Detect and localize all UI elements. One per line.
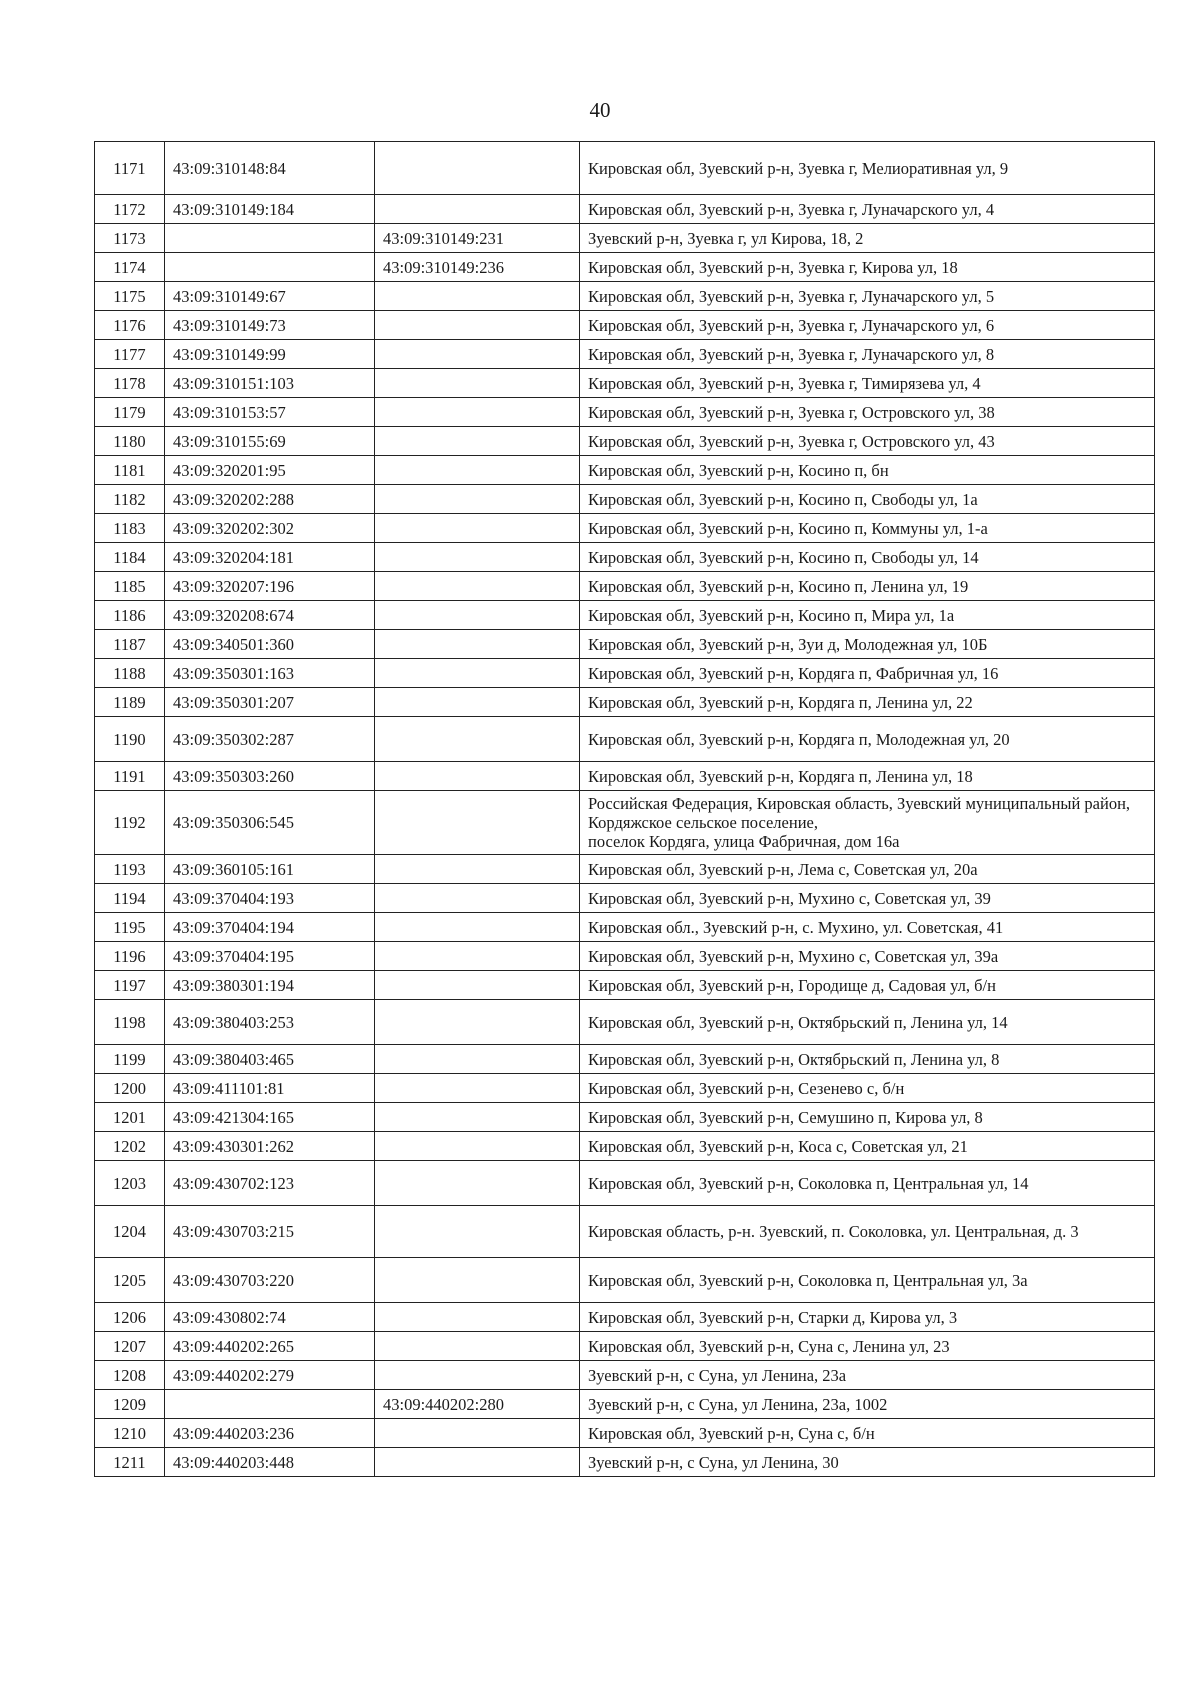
row-number: 1183: [95, 514, 165, 543]
row-number: 1189: [95, 688, 165, 717]
address-text: Кировская обл, Зуевский р-н, Зуи д, Молодежная ул, 10Б: [588, 634, 988, 654]
row-number: 1195: [95, 913, 165, 942]
address: [580, 659, 1155, 688]
cadastral-number-secondary: [375, 1419, 580, 1448]
address-text: Кировская обл, Зуевский р-н, Октябрьский п, Ленина ул, 14: [588, 1012, 1008, 1032]
row-number: 1203: [95, 1161, 165, 1206]
address: [580, 456, 1155, 485]
address: [580, 1000, 1155, 1045]
row-number: 1207: [95, 1332, 165, 1361]
cadastral-number-secondary: [375, 398, 580, 427]
cadastral-number: 43:09:411101:81: [165, 1074, 375, 1103]
cadastral-number-secondary: 43:09:440202:280: [375, 1390, 580, 1419]
cadastral-number: 43:09:350301:207: [165, 688, 375, 717]
row-number: 1178: [95, 369, 165, 398]
address-text: Кировская обл, Зуевский р-н, Косино п, бн: [588, 460, 889, 480]
address: [580, 311, 1155, 340]
row-number: 1194: [95, 884, 165, 913]
cadastral-number-secondary: [375, 1161, 580, 1206]
address: [580, 855, 1155, 884]
address: [580, 1161, 1155, 1206]
row-number: 1192: [95, 791, 165, 855]
cadastral-number: 43:09:310149:67: [165, 282, 375, 311]
address: [580, 1074, 1155, 1103]
address: [580, 427, 1155, 456]
address-text: Кировская обл., Зуевский р-н, с. Мухино, ул. Советская, 41: [588, 917, 1004, 937]
table-row: [95, 543, 1155, 572]
row-number: 1198: [95, 1000, 165, 1045]
table-row: [95, 942, 1155, 971]
address: [580, 1258, 1155, 1303]
address-text: Кировская обл, Зуевский р-н, Косино п, Коммуны ул, 1-а: [588, 518, 988, 538]
cadastral-number-secondary: [375, 1332, 580, 1361]
cadastral-number-secondary: [375, 485, 580, 514]
cadastral-number-secondary: [375, 855, 580, 884]
row-number: 1190: [95, 717, 165, 762]
row-number: 1211: [95, 1448, 165, 1477]
table-row: [95, 1390, 1155, 1419]
cadastral-number: [165, 224, 375, 253]
cadastral-number: 43:09:360105:161: [165, 855, 375, 884]
cadastral-number: [165, 1390, 375, 1419]
cadastral-number: 43:09:421304:165: [165, 1103, 375, 1132]
table-row: [95, 253, 1155, 282]
cadastral-number: 43:09:370404:194: [165, 913, 375, 942]
cadastral-number-secondary: [375, 1132, 580, 1161]
cadastral-number-secondary: [375, 142, 580, 195]
cadastral-number-secondary: [375, 884, 580, 913]
address: [580, 688, 1155, 717]
cadastral-number-secondary: [375, 630, 580, 659]
row-number: 1175: [95, 282, 165, 311]
cadastral-number: 43:09:430802:74: [165, 1303, 375, 1332]
row-number: 1180: [95, 427, 165, 456]
cadastral-number-secondary: 43:09:310149:236: [375, 253, 580, 282]
cadastral-number: 43:09:350306:545: [165, 791, 375, 855]
address-text: Кировская обл, Зуевский р-н, Сезенево с, б/н: [588, 1078, 905, 1098]
cadastral-number-secondary: 43:09:310149:231: [375, 224, 580, 253]
row-number: 1187: [95, 630, 165, 659]
address: [580, 514, 1155, 543]
cadastral-number: 43:09:320204:181: [165, 543, 375, 572]
address-text: Кировская обл, Зуевский р-н, Зуевка г, Кирова ул, 18: [588, 257, 958, 277]
address: [580, 971, 1155, 1000]
row-number: 1210: [95, 1419, 165, 1448]
row-number: 1202: [95, 1132, 165, 1161]
cadastral-number: [165, 253, 375, 282]
row-number: 1176: [95, 311, 165, 340]
cadastral-number-secondary: [375, 688, 580, 717]
row-number: 1204: [95, 1206, 165, 1258]
table-row: [95, 1103, 1155, 1132]
address-text: Кировская обл, Зуевский р-н, Суна с, б/н: [588, 1423, 875, 1443]
address-text: Кировская обл, Зуевский р-н, Зуевка г, Островского ул, 38: [588, 402, 995, 422]
cadastral-number-secondary: [375, 1258, 580, 1303]
address-text: Кировская обл, Зуевский р-н, Косино п, Ленина ул, 19: [588, 576, 969, 596]
row-number: 1206: [95, 1303, 165, 1332]
row-number: 1200: [95, 1074, 165, 1103]
address: [580, 884, 1155, 913]
address: [580, 913, 1155, 942]
table-row: [95, 195, 1155, 224]
table-row: [95, 282, 1155, 311]
address-text: Кировская обл, Зуевский р-н, Коса с, Советская ул, 21: [588, 1136, 968, 1156]
row-number: 1174: [95, 253, 165, 282]
address-text: Зуевский р-н, Зуевка г, ул Кирова, 18, 2: [588, 228, 864, 248]
cadastral-number: 43:09:430703:220: [165, 1258, 375, 1303]
address-text: Кировская область, р-н. Зуевский, п. Соколовка, ул. Центральная, д. 3: [588, 1222, 1079, 1241]
address-text: Кировская обл, Зуевский р-н, Соколовка п, Центральная ул, 3а: [588, 1270, 1028, 1290]
cadastral-number-secondary: [375, 543, 580, 572]
table-row: [95, 601, 1155, 630]
cadastral-number: 43:09:310149:99: [165, 340, 375, 369]
address: [580, 1390, 1155, 1419]
table-row: [95, 971, 1155, 1000]
table-row: [95, 1258, 1155, 1303]
cadastral-number: 43:09:320201:95: [165, 456, 375, 485]
cadastral-number: 43:09:310153:57: [165, 398, 375, 427]
row-number: 1172: [95, 195, 165, 224]
address: [580, 1419, 1155, 1448]
cadastral-number: 43:09:310148:84: [165, 142, 375, 195]
table-row: [95, 884, 1155, 913]
table-row: [95, 717, 1155, 762]
address-text-line2: поселок Кордяга, улица Фабричная, дом 16а: [588, 832, 900, 851]
address: [580, 543, 1155, 572]
table-row: [95, 340, 1155, 369]
address: [580, 485, 1155, 514]
address-text: Российская Федерация, Кировская область, Зуевский муниципальный район, Кордяжское сельское поселение,: [588, 794, 1131, 832]
cadastral-number-secondary: [375, 791, 580, 855]
cadastral-number-secondary: [375, 762, 580, 791]
table-row: [95, 1132, 1155, 1161]
table-row: [95, 398, 1155, 427]
address: [580, 601, 1155, 630]
address-text: Кировская обл, Зуевский р-н, Городище д, Садовая ул, б/н: [588, 975, 996, 995]
table-row: [95, 514, 1155, 543]
address: [580, 1206, 1155, 1258]
cadastral-number-secondary: [375, 1074, 580, 1103]
cadastral-number-secondary: [375, 282, 580, 311]
address: [580, 1045, 1155, 1074]
table-row: [95, 456, 1155, 485]
address-text: Зуевский р-н, с Суна, ул Ленина, 30: [588, 1452, 839, 1472]
cadastral-number-secondary: [375, 427, 580, 456]
table-row: [95, 630, 1155, 659]
address-text: Кировская обл, Зуевский р-н, Октябрьский п, Ленина ул, 8: [588, 1049, 1000, 1069]
table-row: [95, 1332, 1155, 1361]
cadastral-number: 43:09:310155:69: [165, 427, 375, 456]
cadastral-number-secondary: [375, 659, 580, 688]
cadastral-number: 43:09:320202:302: [165, 514, 375, 543]
address: [580, 224, 1155, 253]
address: [580, 1361, 1155, 1390]
table-row: [95, 142, 1155, 195]
table-row: [95, 1161, 1155, 1206]
cadastral-number-secondary: [375, 1103, 580, 1132]
address-text: Кировская обл, Зуевский р-н, Мухино с, Советская ул, 39а: [588, 946, 999, 966]
address-text: Зуевский р-н, с Суна, ул Ленина, 23а: [588, 1365, 847, 1385]
cadastral-number: 43:09:440202:265: [165, 1332, 375, 1361]
cadastral-number: 43:09:310151:103: [165, 369, 375, 398]
cadastral-number: 43:09:320202:288: [165, 485, 375, 514]
address: [580, 282, 1155, 311]
address-text: Кировская обл, Зуевский р-н, Зуевка г, Луначарского ул, 5: [588, 286, 995, 306]
row-number: 1181: [95, 456, 165, 485]
cadastral-number: 43:09:320207:196: [165, 572, 375, 601]
registry-body: [95, 142, 1155, 1477]
address-text: Кировская обл, Зуевский р-н, Зуевка г, Мелиоративная ул, 9: [588, 158, 1009, 178]
cadastral-number: 43:09:350303:260: [165, 762, 375, 791]
address: [580, 340, 1155, 369]
address-text: Кировская обл, Зуевский р-н, Зуевка г, Луначарского ул, 6: [588, 315, 995, 335]
address: [580, 1448, 1155, 1477]
address-text: Кировская обл, Зуевский р-н, Кордяга п, Ленина ул, 18: [588, 766, 973, 786]
cadastral-number: 43:09:350301:163: [165, 659, 375, 688]
cadastral-number-secondary: [375, 942, 580, 971]
table-row: [95, 1045, 1155, 1074]
cadastral-number: 43:09:440202:279: [165, 1361, 375, 1390]
cadastral-number-secondary: [375, 913, 580, 942]
table-row: [95, 311, 1155, 340]
address: [580, 1103, 1155, 1132]
cadastral-number-secondary: [375, 340, 580, 369]
table-row: [95, 1448, 1155, 1477]
address-text: Кировская обл, Зуевский р-н, Кордяга п, Фабричная ул, 16: [588, 663, 999, 683]
cadastral-number-secondary: [375, 1361, 580, 1390]
table-row: [95, 762, 1155, 791]
cadastral-number-secondary: [375, 1448, 580, 1477]
row-number: 1197: [95, 971, 165, 1000]
cadastral-number-secondary: [375, 717, 580, 762]
cadastral-number: 43:09:310149:184: [165, 195, 375, 224]
page-number: 40: [589, 98, 611, 122]
cadastral-number-secondary: [375, 1206, 580, 1258]
table-row: [95, 369, 1155, 398]
address-text: Кировская обл, Зуевский р-н, Соколовка п, Центральная ул, 14: [588, 1173, 1029, 1193]
cadastral-number-secondary: [375, 456, 580, 485]
table-row: [95, 224, 1155, 253]
table-row: [95, 572, 1155, 601]
table-row: [95, 855, 1155, 884]
cadastral-number-secondary: [375, 369, 580, 398]
row-number: 1177: [95, 340, 165, 369]
table-row: [95, 1361, 1155, 1390]
address-text: Кировская обл, Зуевский р-н, Кордяга п, Ленина ул, 22: [588, 692, 973, 712]
row-number: 1199: [95, 1045, 165, 1074]
address-text: Кировская обл, Зуевский р-н, Зуевка г, Тимирязева ул, 4: [588, 373, 981, 393]
table-row: [95, 427, 1155, 456]
row-number: 1185: [95, 572, 165, 601]
address: [580, 195, 1155, 224]
cadastral-number-secondary: [375, 971, 580, 1000]
row-number: 1173: [95, 224, 165, 253]
cadastral-number: 43:09:310149:73: [165, 311, 375, 340]
row-number: 1208: [95, 1361, 165, 1390]
row-number: 1196: [95, 942, 165, 971]
address-text: Кировская обл, Зуевский р-н, Семушино п, Кирова ул, 8: [588, 1107, 983, 1127]
row-number: 1209: [95, 1390, 165, 1419]
cadastral-number-secondary: [375, 1303, 580, 1332]
address: [580, 762, 1155, 791]
row-number: 1205: [95, 1258, 165, 1303]
address-text: Кировская обл, Зуевский р-н, Косино п, Мира ул, 1а: [588, 605, 955, 625]
cadastral-number: 43:09:370404:195: [165, 942, 375, 971]
cadastral-number-secondary: [375, 514, 580, 543]
cadastral-number: 43:09:340501:360: [165, 630, 375, 659]
address: [580, 1132, 1155, 1161]
address-text: Зуевский р-н, с Суна, ул Ленина, 23а, 1002: [588, 1394, 888, 1414]
address-text: Кировская обл, Зуевский р-н, Лема с, Советская ул, 20а: [588, 859, 978, 879]
address: [580, 942, 1155, 971]
row-number: 1201: [95, 1103, 165, 1132]
address: [580, 572, 1155, 601]
table-row: [95, 791, 1155, 855]
table-row: [95, 659, 1155, 688]
row-number: 1184: [95, 543, 165, 572]
table-row: [95, 1074, 1155, 1103]
table-row: [95, 1419, 1155, 1448]
address-text: Кировская обл, Зуевский р-н, Зуевка г, Островского ул, 43: [588, 431, 995, 451]
cadastral-number-secondary: [375, 311, 580, 340]
table-row: [95, 913, 1155, 942]
cadastral-number-secondary: [375, 1000, 580, 1045]
table-row: [95, 1206, 1155, 1258]
address: [580, 253, 1155, 282]
cadastral-number-secondary: [375, 195, 580, 224]
address: [580, 398, 1155, 427]
cadastral-number: 43:09:350302:287: [165, 717, 375, 762]
row-number: 1193: [95, 855, 165, 884]
address: [580, 369, 1155, 398]
cadastral-number: 43:09:430301:262: [165, 1132, 375, 1161]
row-number: 1179: [95, 398, 165, 427]
row-number: 1186: [95, 601, 165, 630]
address: [580, 1303, 1155, 1332]
cadastral-number: 43:09:320208:674: [165, 601, 375, 630]
table-row: [95, 1000, 1155, 1045]
address: [580, 791, 1155, 855]
address: [580, 630, 1155, 659]
cadastral-number: 43:09:380301:194: [165, 971, 375, 1000]
cadastral-number: 43:09:380403:465: [165, 1045, 375, 1074]
cadastral-number: 43:09:370404:193: [165, 884, 375, 913]
address-text: Кировская обл, Зуевский р-н, Мухино с, Советская ул, 39: [588, 888, 991, 908]
cadastral-number: 43:09:440203:448: [165, 1448, 375, 1477]
cadastral-number: 43:09:430702:123: [165, 1161, 375, 1206]
registry-table: [94, 141, 1155, 1477]
address: [580, 717, 1155, 762]
address-text: Кировская обл, Зуевский р-н, Зуевка г, Луначарского ул, 4: [588, 199, 995, 219]
address: [580, 1332, 1155, 1361]
address: [580, 142, 1155, 195]
cadastral-number: 43:09:380403:253: [165, 1000, 375, 1045]
address-text: Кировская обл, Зуевский р-н, Косино п, Свободы ул, 14: [588, 547, 979, 567]
address-text: Кировская обл, Зуевский р-н, Суна с, Ленина ул, 23: [588, 1336, 950, 1356]
table-row: [95, 1303, 1155, 1332]
cadastral-number: 43:09:430703:215: [165, 1206, 375, 1258]
address-text: Кировская обл, Зуевский р-н, Косино п, Свободы ул, 1а: [588, 489, 978, 509]
table-row: [95, 688, 1155, 717]
address-text: Кировская обл, Зуевский р-н, Кордяга п, Молодежная ул, 20: [588, 729, 1010, 749]
cadastral-number-secondary: [375, 572, 580, 601]
cadastral-number-secondary: [375, 601, 580, 630]
row-number: 1171: [95, 142, 165, 195]
address-text: Кировская обл, Зуевский р-н, Старки д, Кирова ул, 3: [588, 1307, 958, 1327]
cadastral-number-secondary: [375, 1045, 580, 1074]
cadastral-number: 43:09:440203:236: [165, 1419, 375, 1448]
row-number: 1188: [95, 659, 165, 688]
table-row: [95, 485, 1155, 514]
address-text: Кировская обл, Зуевский р-н, Зуевка г, Луначарского ул, 8: [588, 344, 995, 364]
row-number: 1182: [95, 485, 165, 514]
row-number: 1191: [95, 762, 165, 791]
